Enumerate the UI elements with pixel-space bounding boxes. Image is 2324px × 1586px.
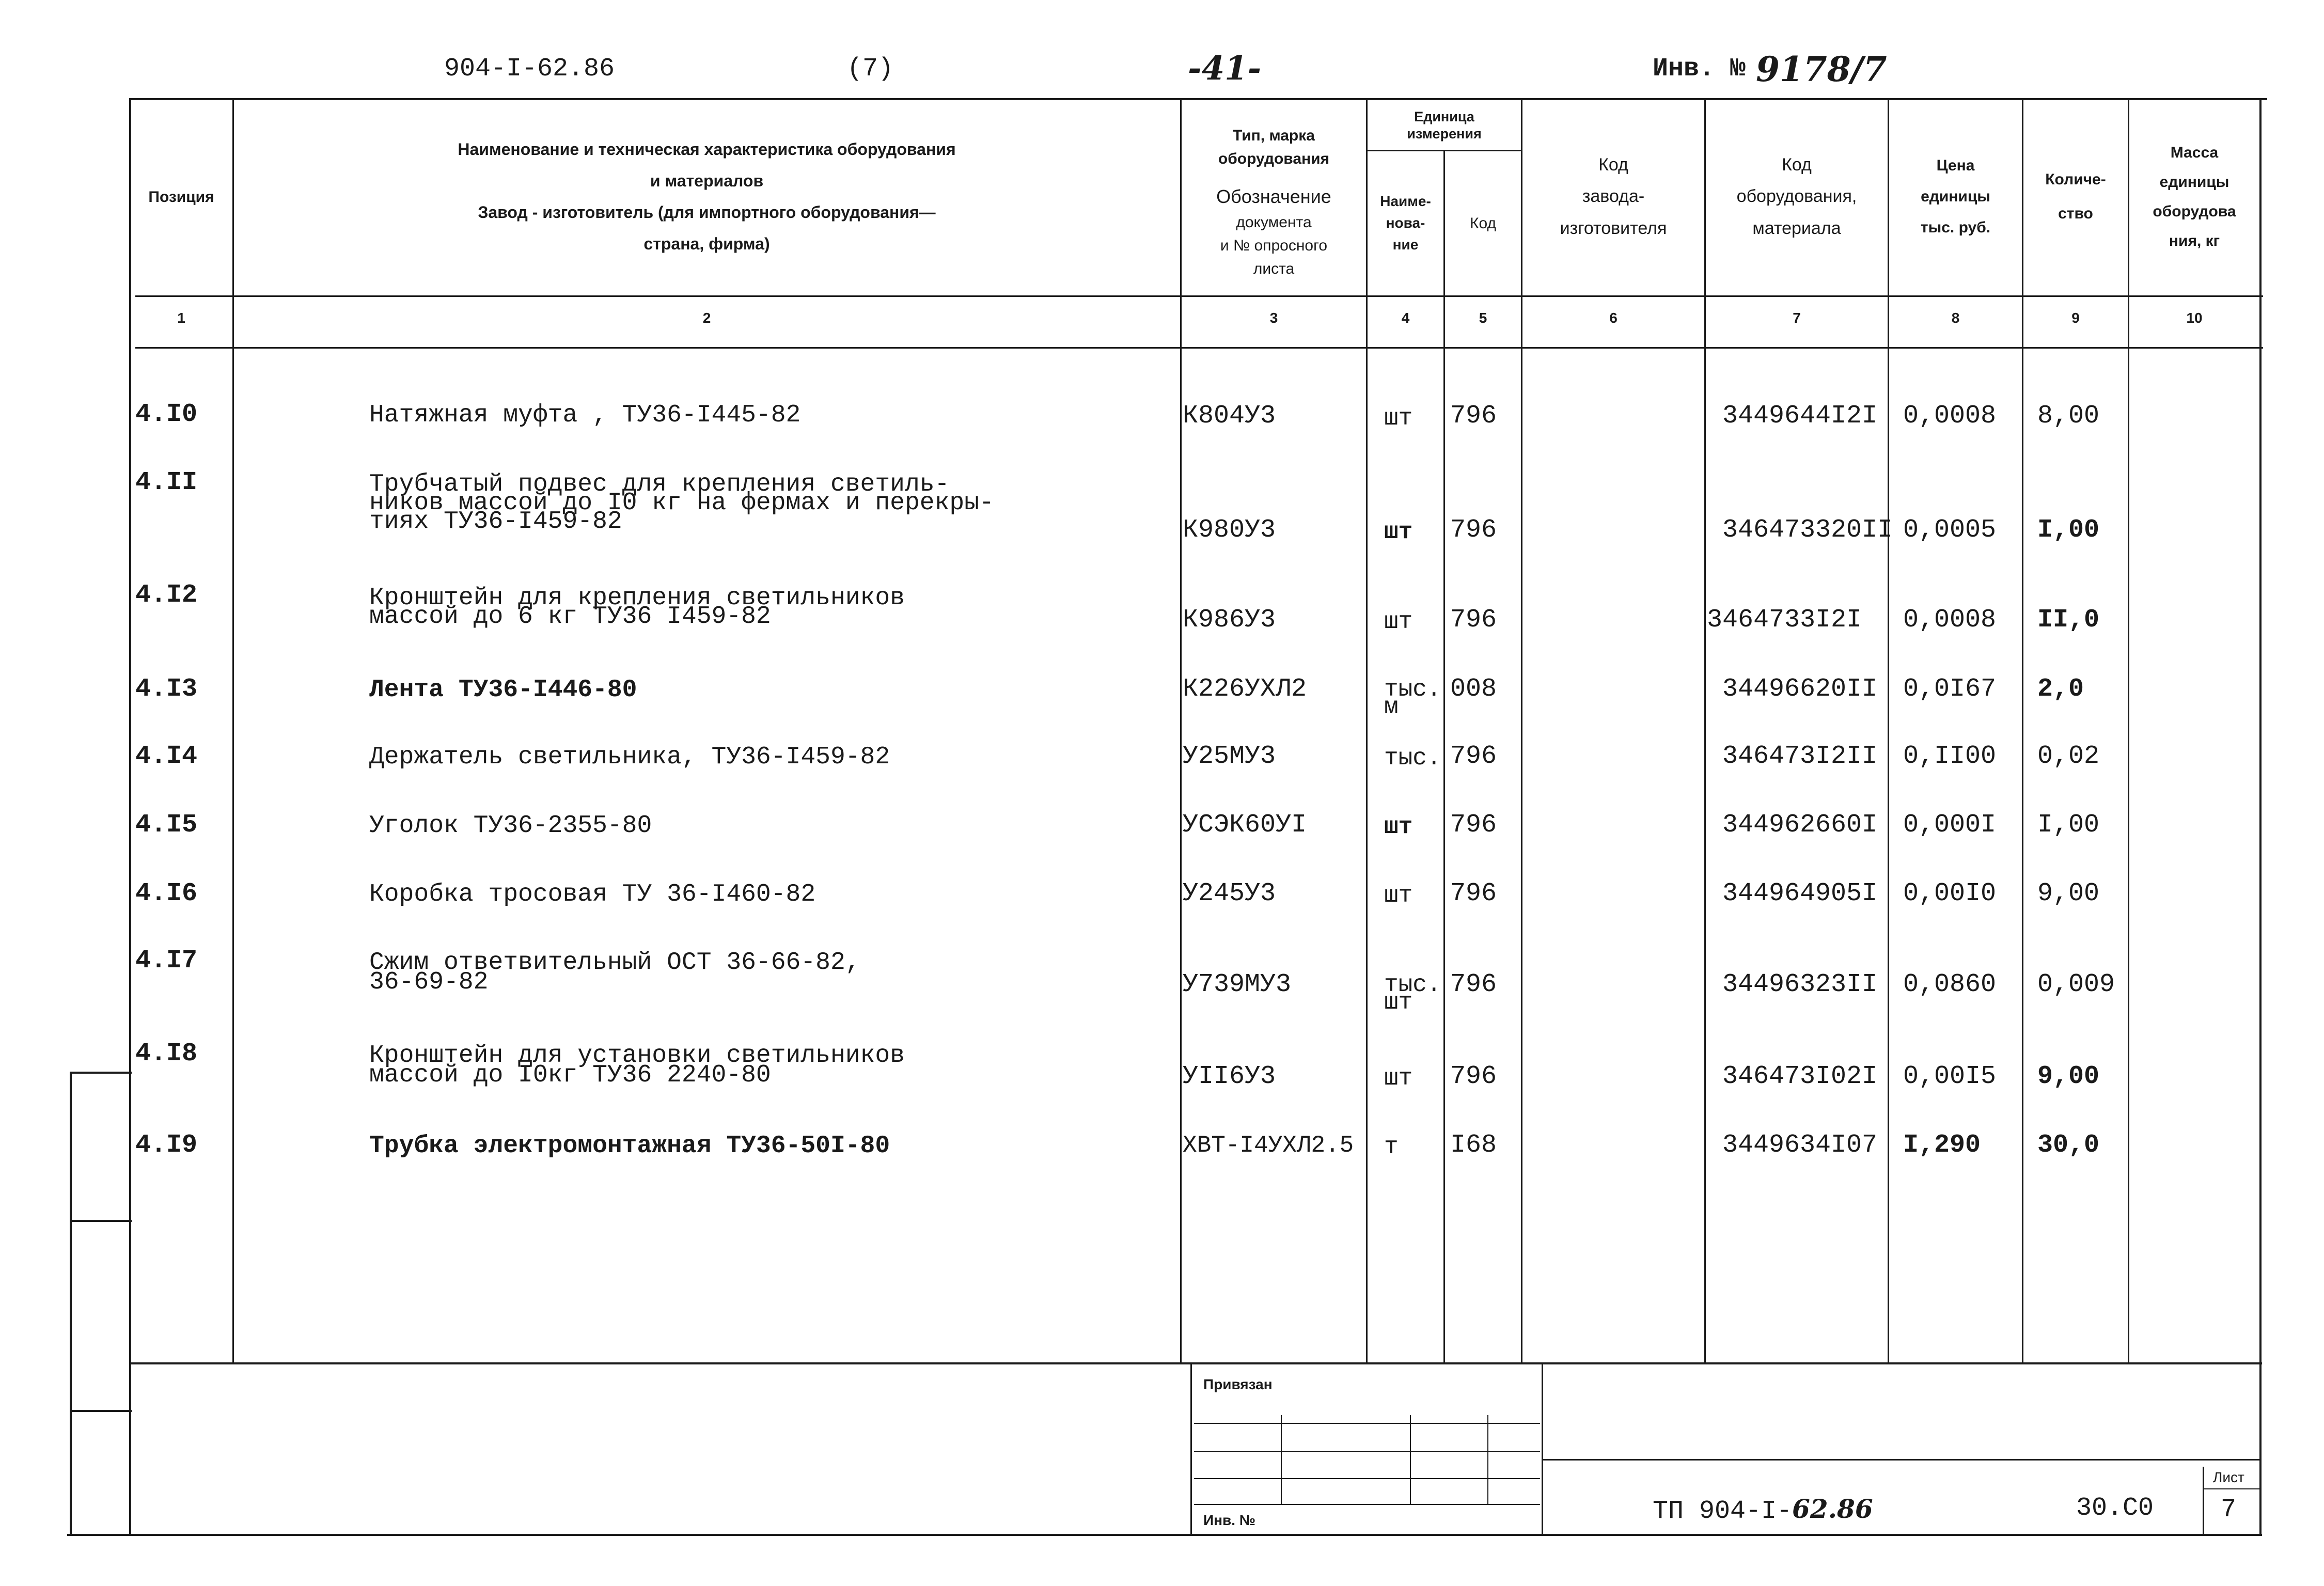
row-equipment-code: 346473320II (1722, 515, 1893, 545)
header-mass: Масса единицы оборудова ния, кг (2153, 144, 2236, 249)
tied-label: Привязан (1203, 1376, 1273, 1392)
row-type: К980У3 (1183, 515, 1276, 545)
row-quantity: I,00 (2037, 515, 2100, 545)
row-unit-code: 796 (1450, 810, 1497, 840)
inventory-number: 9178/7 (1756, 49, 1887, 89)
row-price: 0,0I67 (1903, 674, 1997, 704)
header-maker-code: Код завода- изготовителя (1560, 155, 1667, 238)
row-equipment-code: 344962660I (1722, 810, 1878, 840)
header-quantity: Количе- ство (2045, 171, 2106, 222)
row-unit: шт (1384, 1065, 1413, 1092)
row-name: Держатель светильника, ТУ36-I459-82 (369, 743, 890, 771)
row-price: 0,0008 (1903, 401, 1997, 431)
tp-document-code: ТП 904-I-62.86 (1653, 1494, 1873, 1526)
row-unit-code: 796 (1450, 515, 1497, 545)
row-type: У245У3 (1183, 879, 1276, 908)
header-name: Наименование и техническая характеристика оборудования и материалов Завод - изготовитель (для импортного оборудования— страна, фирма) (458, 140, 956, 253)
page-number: -41- (1188, 49, 1262, 88)
sheet-number: 7 (2221, 1495, 2237, 1525)
row-unit-code: 796 (1450, 401, 1497, 431)
row-price: 0,000I (1903, 810, 1997, 840)
row-position: 4.I5 (135, 810, 198, 840)
row-unit: тыс. шт (1384, 971, 1441, 1016)
row-quantity: I,00 (2037, 810, 2100, 840)
row-type: У739МУ3 (1183, 970, 1292, 999)
row-unit: тыс. м (1384, 676, 1441, 720)
row-price: 0,0008 (1903, 605, 1997, 635)
row-price: 0,0005 (1903, 515, 1997, 545)
row-equipment-code: 344964905I (1722, 879, 1878, 908)
row-quantity: 9,00 (2037, 1062, 2100, 1091)
row-equipment-code: 3449634I07 (1722, 1130, 1878, 1160)
row-unit-code: I68 (1450, 1130, 1497, 1160)
row-position: 4.I0 (135, 400, 198, 429)
header-unit-title: Единица измерения (1407, 109, 1482, 142)
row-unit: шт (1384, 813, 1413, 840)
row-name: Сжим ответвительный ОСТ 36-66-82, 36-69-82 (369, 949, 860, 996)
header-equipment-code: Код оборудования, материала (1736, 155, 1857, 238)
row-quantity: 0,009 (2037, 970, 2115, 999)
row-type: У25МУ3 (1183, 742, 1276, 771)
row-equipment-code: 34496620II (1722, 674, 1878, 704)
row-unit-code: 008 (1450, 674, 1497, 704)
row-quantity: 8,00 (2037, 401, 2100, 431)
row-name: Натяжная муфта , ТУ36-I445-82 (369, 401, 801, 429)
row-name: Коробка тросовая ТУ 36-I460-82 (369, 881, 816, 908)
row-unit: тыс. (1384, 745, 1441, 772)
header-type: Тип, марка оборудования Обозначение документа и № опросного листа (1216, 127, 1331, 277)
row-type: ХВТ-I4УХЛ2.5 (1183, 1132, 1354, 1159)
row-unit: шт (1384, 519, 1413, 545)
row-price: I,290 (1903, 1130, 1981, 1160)
row-type: К986У3 (1183, 605, 1276, 635)
row-position: 4.I7 (135, 946, 198, 976)
row-quantity: 9,00 (2037, 879, 2100, 908)
row-name: Трубка электромонтажная ТУ36-50I-80 (369, 1132, 890, 1160)
row-quantity: 30,0 (2037, 1130, 2100, 1160)
row-price: 0,00I5 (1903, 1062, 1997, 1091)
sheet-label: Лист (2213, 1469, 2244, 1485)
row-unit-code: 796 (1450, 605, 1497, 635)
row-position: 4.I4 (135, 742, 198, 771)
row-type: УСЭК60УI (1183, 810, 1307, 840)
row-unit: шт (1384, 405, 1413, 432)
row-name: Кронштейн для крепления светильников массой до 6 кг ТУ36 I459-82 (369, 584, 905, 631)
row-unit: шт (1384, 608, 1413, 635)
document-code: 904-I-62.86 (444, 54, 615, 84)
row-unit: шт (1384, 882, 1413, 909)
row-name: Лента ТУ36-I446-80 (369, 676, 637, 704)
row-quantity: II,0 (2037, 605, 2100, 635)
sheet-in-parens: (7) (847, 54, 894, 84)
inventory-no-label: Инв. № (1203, 1512, 1256, 1528)
row-price: 0,0860 (1903, 970, 1997, 999)
row-price: 0,00I0 (1903, 879, 1997, 908)
row-type: К226УХЛ2 (1183, 674, 1307, 704)
header-unit-code: Код (1469, 214, 1496, 232)
inventory-label: Инв. № (1653, 54, 1746, 84)
row-position: 4.II (135, 468, 198, 497)
header-position: Позиция (148, 188, 214, 206)
row-unit-code: 796 (1450, 1062, 1497, 1091)
row-equipment-code: 34496323II (1722, 970, 1878, 999)
row-name: Уголок ТУ36-2355-80 (369, 812, 652, 840)
row-name: Трубчатый подвес для крепления светиль- ников массой до I0 кг на фермах и перекры- тиях ТУ36-I459-82 (369, 470, 994, 536)
row-position: 4.I9 (135, 1130, 198, 1160)
row-position: 4.I3 (135, 674, 198, 704)
row-equipment-code: 346473I2II (1722, 742, 1878, 771)
row-position: 4.I2 (135, 580, 198, 610)
row-equipment-code: 346473I02I (1722, 1062, 1878, 1091)
header-unit-name: Наиме- нова- ние (1380, 193, 1431, 253)
row-unit: т (1384, 1134, 1399, 1160)
row-unit-code: 796 (1450, 742, 1497, 771)
header-price: Цена единицы тыс. руб. (1920, 157, 1991, 236)
row-type: К804У3 (1183, 401, 1276, 431)
row-quantity: 0,02 (2037, 742, 2100, 771)
row-unit-code: 796 (1450, 970, 1497, 999)
format-code: 30.С0 (2076, 1494, 2154, 1523)
row-position: 4.I6 (135, 879, 198, 908)
row-name: Кронштейн для установки светильников массой до I0кг ТУ36 2240-80 (369, 1042, 905, 1089)
row-unit-code: 796 (1450, 879, 1497, 908)
row-equipment-code: 3464733I2I (1707, 605, 1862, 635)
row-equipment-code: 3449644I2I (1722, 401, 1878, 431)
row-quantity: 2,0 (2037, 674, 2084, 704)
row-type: УII6У3 (1183, 1062, 1276, 1091)
row-price: 0,II00 (1903, 742, 1997, 771)
row-position: 4.I8 (135, 1039, 198, 1069)
